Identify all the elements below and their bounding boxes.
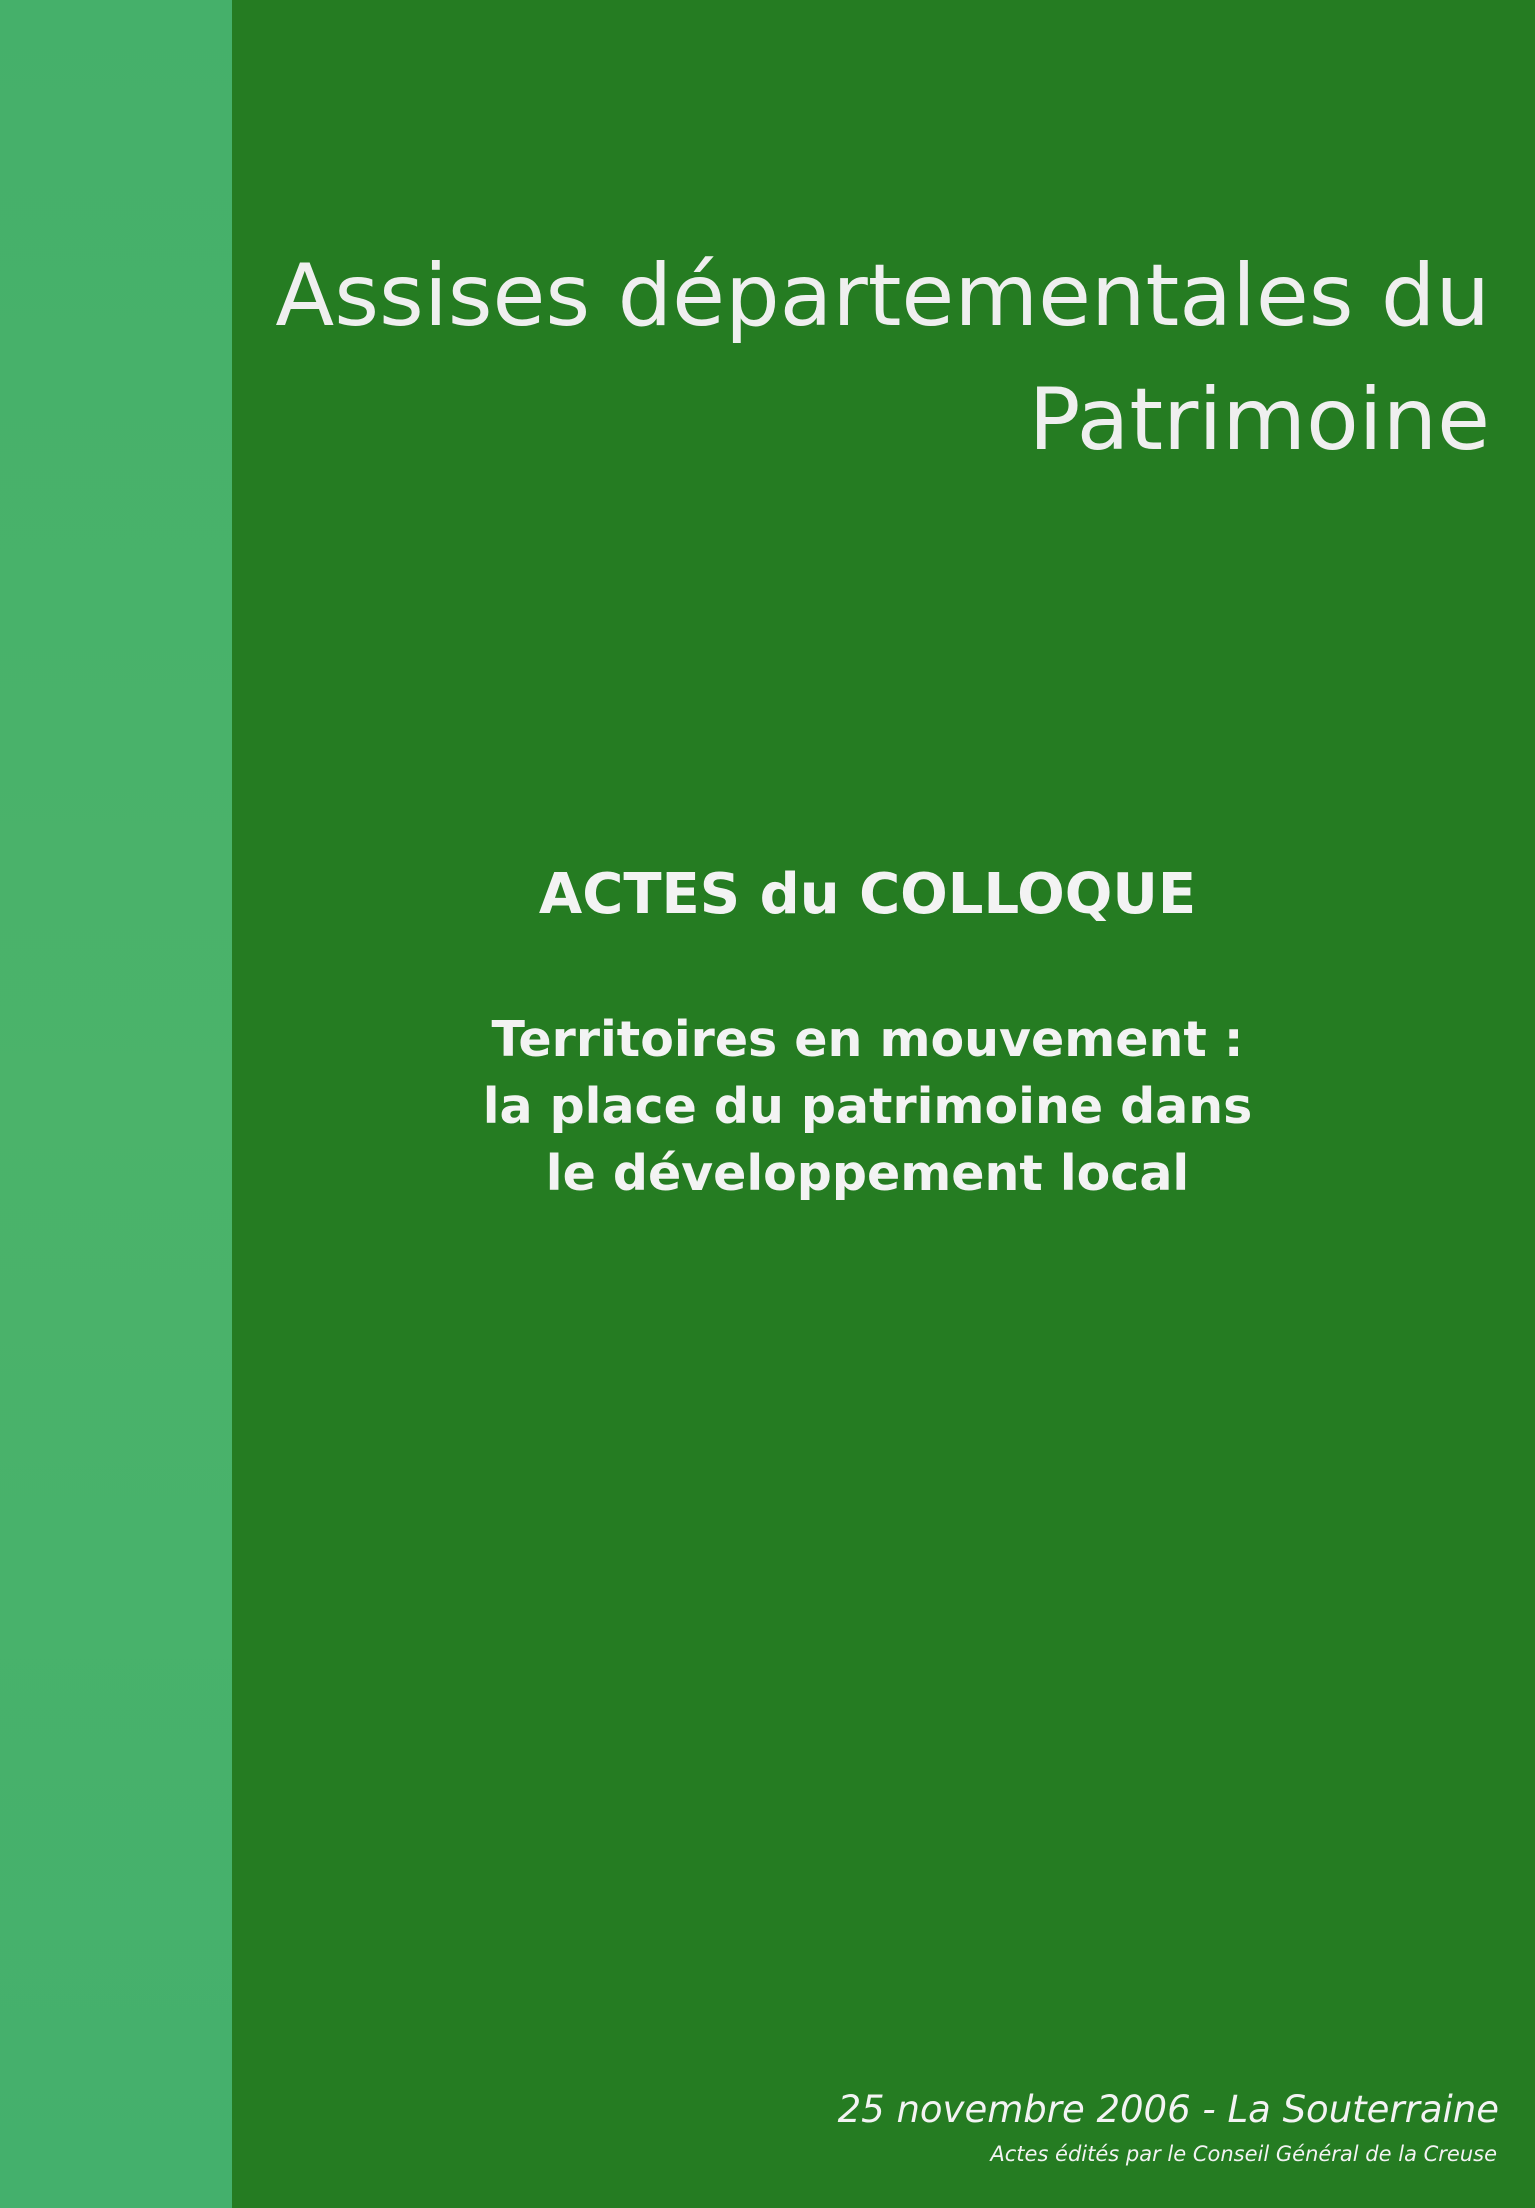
actes-heading: ACTES du COLLOQUE [538,862,1197,927]
cover-title-line-2: Patrimoine [1028,369,1490,470]
cover-title-line-1: Assises départementales du [275,245,1490,346]
date-and-place: 25 novembre 2006 - La Souterraine [837,2088,1499,2131]
publisher-note: Actes édités par le Conseil Général de la Creuse [990,2142,1497,2166]
cover-title [190,234,1490,482]
subtitle-line-2: la place du patrimoine dans [482,1078,1253,1135]
subtitle-line-3: le développement local [545,1145,1190,1202]
subtitle-line-1: Territoires en mouvement : [491,1011,1244,1068]
colloquium-subtitle [232,1006,1503,1207]
